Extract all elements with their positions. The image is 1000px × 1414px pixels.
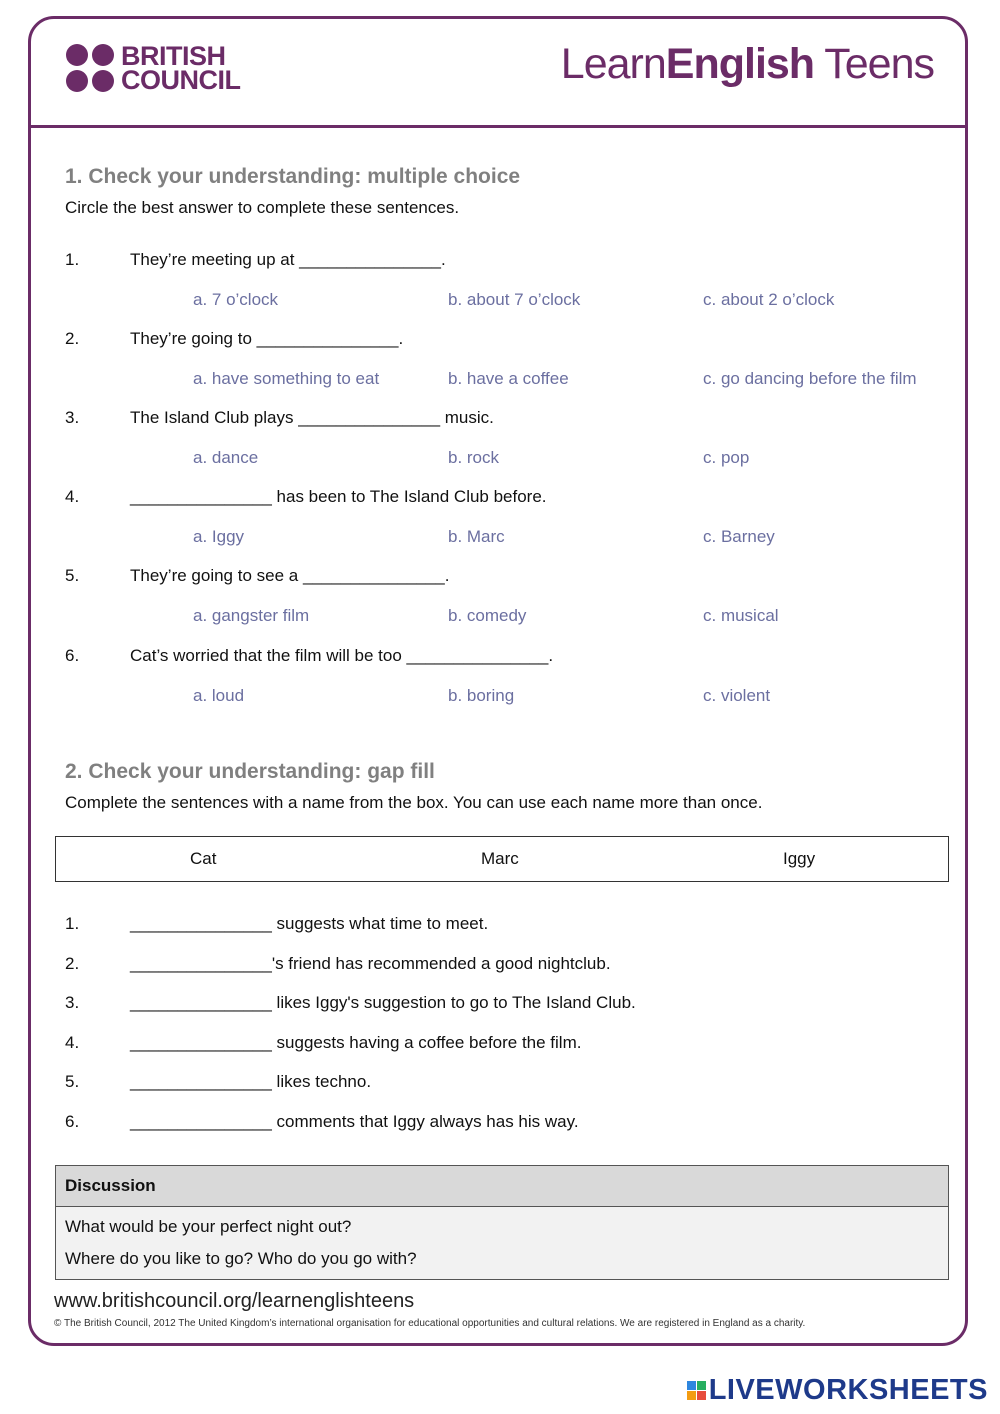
sentence-number: 1. [65, 914, 80, 933]
option-a[interactable]: a. Iggy [193, 527, 245, 546]
name-box [55, 836, 949, 882]
sentence-text: _______________'s friend has recommended a good nightclub. [130, 954, 611, 973]
option-b[interactable]: b. about 7 o’clock [448, 290, 581, 309]
option-b[interactable]: b. Marc [448, 527, 505, 546]
sentence-number: 3. [65, 993, 80, 1012]
liveworksheets-watermark [687, 1374, 988, 1407]
discussion-line2: Where do you like to go? Who do you go with? [65, 1249, 417, 1268]
footer-url[interactable]: www.britishcouncil.org/learnenglishteens [54, 1290, 415, 1312]
discussion-title: Discussion [56, 1166, 948, 1207]
question-text: Cat’s worried that the film will be too _______________. [130, 646, 554, 665]
question-text: They’re meeting up at _______________. [130, 250, 446, 269]
option-c[interactable]: c. pop [703, 448, 750, 467]
section2-instruction: Complete the sentences with a name from the box. You can use each name more than once. [65, 793, 763, 812]
question-text: They’re going to see a _______________. [130, 566, 450, 585]
liveworksheets-icon [687, 1381, 706, 1400]
option-b[interactable]: b. comedy [448, 606, 527, 625]
section1-instruction: Circle the best answer to complete these sentences. [65, 198, 460, 217]
section2-title: 2. Check your understanding: gap fill [65, 760, 435, 783]
bc-logo-line2: COUNCIL [121, 65, 241, 95]
sentence-text: _______________ suggests having a coffee before the film. [130, 1033, 582, 1052]
liveworksheets-text: LIVEWORKSHEETS [708, 1374, 988, 1406]
question-number: 2. [65, 329, 80, 348]
sentence-text: _______________ likes Iggy's suggestion to go to The Island Club. [130, 993, 636, 1012]
option-b[interactable]: b. have a coffee [448, 369, 569, 388]
name-iggy[interactable]: Iggy [783, 849, 816, 868]
option-c[interactable]: c. go dancing before the film [703, 369, 917, 388]
name-cat[interactable]: Cat [190, 849, 217, 868]
question-number: 4. [65, 487, 80, 506]
option-a[interactable]: a. dance [193, 448, 259, 467]
option-a[interactable]: a. gangster film [193, 606, 310, 625]
british-council-logo [66, 41, 241, 95]
option-c[interactable]: c. about 2 o’clock [703, 290, 835, 309]
sentence-text: _______________ likes techno. [130, 1072, 372, 1091]
question-number: 6. [65, 646, 80, 665]
question-number: 5. [65, 566, 80, 585]
sentence-number: 4. [65, 1033, 80, 1052]
question-text: They’re going to _______________. [130, 329, 404, 348]
sentence-number: 6. [65, 1112, 80, 1131]
question-text: The Island Club plays _______________ music. [130, 408, 494, 427]
sentence-text: _______________ comments that Iggy always has his way. [130, 1112, 579, 1131]
discussion-box [55, 1165, 949, 1280]
option-c[interactable]: c. musical [703, 606, 779, 625]
question-text: _______________ has been to The Island Club before. [130, 487, 547, 506]
logo-english: English [665, 40, 815, 88]
option-a[interactable]: a. loud [193, 686, 245, 705]
logo-teens: Teens [814, 40, 934, 88]
section1-title: 1. Check your understanding: multiple choice [65, 165, 521, 188]
footer-copyright: © The British Council, 2012 The United Kingdom’s international organisation for educational opportunities and cultural relations. We are registered in England as a charity. [54, 1318, 806, 1329]
sentence-text: _______________ suggests what time to meet. [130, 914, 489, 933]
logo-learn: Learn [560, 40, 666, 88]
question-number: 3. [65, 408, 80, 427]
option-c[interactable]: c. violent [703, 686, 771, 705]
option-c[interactable]: c. Barney [703, 527, 775, 546]
option-a[interactable]: a. have something to eat [193, 369, 380, 388]
name-marc[interactable]: Marc [481, 849, 519, 868]
option-b[interactable]: b. rock [448, 448, 500, 467]
learnenglish-teens-logo [561, 40, 934, 89]
british-council-dots-icon [66, 44, 114, 92]
option-b[interactable]: b. boring [448, 686, 515, 705]
sentence-number: 5. [65, 1072, 80, 1091]
discussion-line1: What would be your perfect night out? [65, 1217, 352, 1236]
bc-logo-line1: BRITISH [121, 41, 226, 71]
question-number: 1. [65, 250, 80, 269]
header-divider [28, 125, 968, 128]
option-a[interactable]: a. 7 o’clock [193, 290, 279, 309]
sentence-number: 2. [65, 954, 80, 973]
